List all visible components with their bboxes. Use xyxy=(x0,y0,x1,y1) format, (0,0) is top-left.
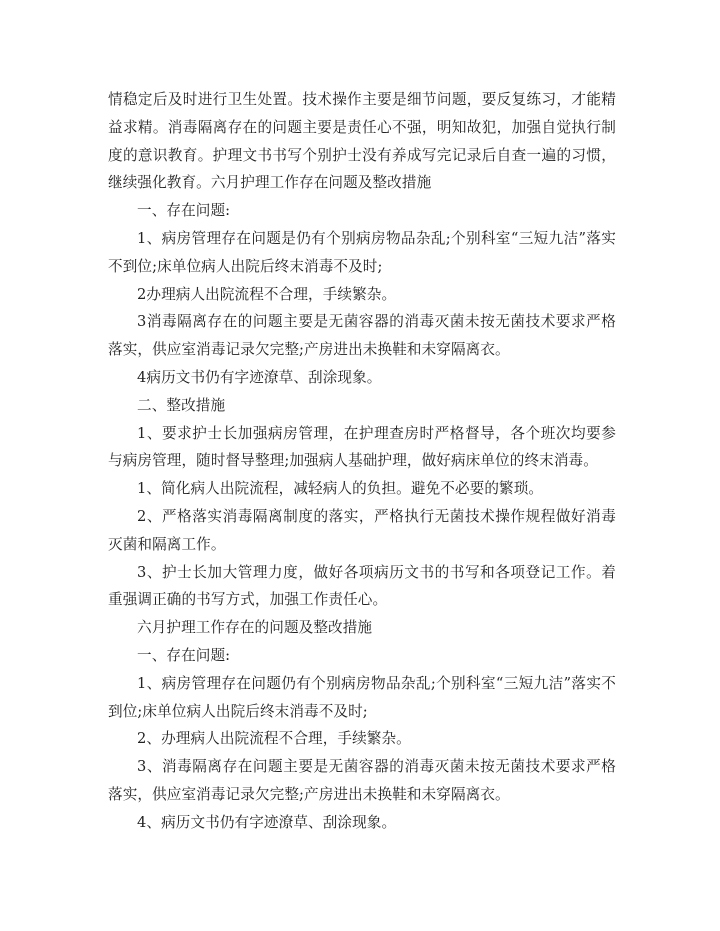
paragraph: 1、病房管理存在问题是仍有个别病房物品杂乱;个别科室“三短九洁”落实不到位;床单位病人出院后终末消毒不及时; xyxy=(108,229,616,275)
paragraph: 2、办理病人出院流程不合理，手续繁杂。 xyxy=(137,730,411,748)
paragraph: 3消毒隔离存在的问题主要是无菌容器的消毒灭菌未按无菌技术要求严格落实，供应室消毒记录欠完整;产房进出未换鞋和未穿隔离衣。 xyxy=(108,313,616,359)
paragraph: 2、严格落实消毒隔离制度的落实，严格执行无菌技术操作规程做好消毒灭菌和隔离工作。 xyxy=(108,507,616,553)
paragraph: 2办理病人出院流程不合理，手续繁杂。 xyxy=(137,285,397,303)
paragraph: 4病历文书仍有字迹潦草、刮涂现象。 xyxy=(137,368,382,386)
paragraph: 1、病房管理存在问题仍有个别病房物品杂乱;个别科室“三短九洁”落实不到位;床单位病人出院后终末消毒不及时; xyxy=(108,674,616,720)
paragraph: 1、简化病人出院流程，减轻病人的负担。避免不必要的繁琐。 xyxy=(137,480,544,498)
paragraph: 情稳定后及时进行卫生处置。技术操作主要是细节问题，要反复练习，才能精益求精。消毒隔离存在的问题主要是责任心不强，明知故犯，加强自觉执行制度的意识教育。护理文书书写个别护士没有养成写完记录后自查一遍的习惯，继续强化教育。六月护理工作存在问题及整改措施 xyxy=(108,91,616,192)
section-title: 六月护理工作存在的问题及整改措施 xyxy=(137,619,373,637)
document-body xyxy=(108,86,616,837)
paragraph: 3、消毒隔离存在问题主要是无菌容器的消毒灭菌未按无菌技术要求严格落实，供应室消毒记录欠完整;产房进出未换鞋和未穿隔离衣。 xyxy=(108,758,616,803)
paragraph: 4、病历文书仍有字迹潦草、刮涂现象。 xyxy=(137,813,397,831)
section-heading: 一、存在问题: xyxy=(137,202,231,220)
section-heading: 二、整改措施 xyxy=(137,396,226,414)
paragraph: 3、护士长加大管理力度，做好各项病历文书的书写和各项登记工作。着重强调正确的书写方式，加强工作责任心。 xyxy=(108,563,616,609)
section-heading: 一、存在问题: xyxy=(137,646,231,664)
paragraph: 1、要求护士长加强病房管理，在护理查房时严格督导，各个班次均要参与病房管理，随时督导整理;加强病人基础护理，做好病床单位的终末消毒。 xyxy=(108,424,616,470)
